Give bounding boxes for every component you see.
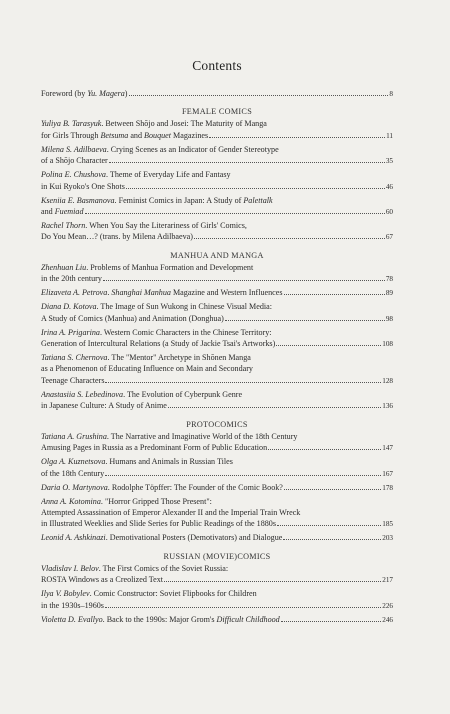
author-name: Milena S. Adilbaeva bbox=[41, 144, 107, 154]
dot-leader bbox=[281, 614, 382, 622]
page-number: 136 bbox=[382, 402, 393, 411]
title-text: . The First Comics of the Soviet Russia: bbox=[98, 563, 229, 573]
title-text: in Kui Ryoko's One Shots bbox=[41, 181, 125, 191]
page-number: 167 bbox=[382, 469, 393, 478]
toc-entry bbox=[41, 563, 393, 587]
dot-leader bbox=[164, 574, 381, 582]
toc-entry-text bbox=[41, 442, 267, 453]
author-name: Vladislav I. Belov bbox=[41, 563, 99, 573]
title-text: Fuemiad bbox=[54, 207, 84, 217]
title-text: of the 18th Century bbox=[41, 468, 105, 478]
toc-entry-last-line bbox=[41, 400, 393, 412]
page-number: 226 bbox=[382, 601, 393, 610]
toc-entry bbox=[41, 456, 393, 480]
page-number: 178 bbox=[382, 483, 393, 492]
dot-leader bbox=[277, 518, 381, 526]
toc-entry-last-line bbox=[41, 375, 393, 387]
toc-entry-text bbox=[41, 313, 224, 324]
title-text: Teenage Characters bbox=[41, 375, 105, 385]
toc-entry-text bbox=[41, 574, 163, 585]
toc-entry-line bbox=[41, 169, 393, 180]
toc-entry-line bbox=[41, 195, 393, 206]
page-number: 78 bbox=[385, 275, 393, 284]
toc-entry bbox=[41, 389, 393, 413]
toc-entry bbox=[41, 144, 393, 168]
title-text: . Feminist Comics in Japan: A Study of bbox=[114, 195, 244, 205]
title-text: Generation of Intercultural Relations (a Study of Jackie Tsai's Artworks) bbox=[41, 339, 276, 349]
toc-entry-last-line bbox=[41, 130, 393, 142]
author-name: Diana D. Kotova bbox=[41, 302, 97, 312]
toc-entry-line bbox=[41, 588, 393, 599]
toc-entry bbox=[41, 431, 393, 455]
dot-leader bbox=[105, 375, 381, 383]
toc-entry bbox=[41, 287, 393, 299]
toc-entry-text bbox=[41, 181, 125, 192]
title-text: . Western Comic Characters in the Chinese Territory: bbox=[99, 327, 272, 337]
title-text: in Japanese Culture: A Study of Anime bbox=[41, 401, 167, 411]
dot-leader bbox=[168, 400, 381, 408]
toc-entry-line bbox=[41, 389, 393, 400]
toc-entry-line bbox=[41, 262, 393, 273]
dot-leader bbox=[194, 231, 385, 239]
dot-leader bbox=[105, 600, 381, 608]
toc-entry bbox=[41, 169, 393, 193]
title-text: ROSTA Windows as a Creolized Text bbox=[41, 575, 164, 585]
toc-entry-last-line bbox=[41, 482, 393, 494]
dot-leader bbox=[283, 532, 381, 540]
section-heading: RUSSIAN (MOVIE)COMICS bbox=[163, 551, 271, 561]
toc-entry-text bbox=[41, 600, 104, 611]
title-text: Attempted Assassination of Emperor Alexander II and the Imperial Train Wreck bbox=[41, 507, 301, 517]
title-text: as a Phenomenon of Educating Influence on Main and Secondary bbox=[41, 364, 253, 374]
title-text: for Girls Through bbox=[41, 130, 101, 140]
page-number: 203 bbox=[382, 534, 393, 543]
toc-entry-text bbox=[41, 518, 276, 529]
toc-entry-last-line bbox=[41, 468, 393, 480]
toc-entry-last-line bbox=[41, 442, 393, 454]
toc-entry-line bbox=[41, 220, 393, 231]
toc-entry-line bbox=[41, 363, 393, 374]
title-text: and bbox=[128, 130, 145, 140]
title-text: . Problems of Manhua Formation and Development bbox=[86, 262, 254, 272]
title-text: . Comic Constructor: Soviet Flipbooks for Children bbox=[89, 589, 257, 599]
author-name: Daria O. Martynova bbox=[41, 482, 108, 492]
title-text: Do You Mean…? (trans. by Milena Adilbaeva) bbox=[41, 232, 193, 242]
title-text: Difficult Childhood bbox=[216, 614, 280, 624]
dot-leader bbox=[209, 130, 385, 138]
toc-entry-text bbox=[41, 130, 208, 141]
toc-entry-last-line bbox=[41, 338, 393, 350]
author-name: Tatiana S. Chernova bbox=[41, 353, 108, 363]
page-number: 8 bbox=[389, 90, 393, 98]
toc-entry-last-line bbox=[41, 600, 393, 612]
toc-entry-text bbox=[41, 338, 275, 349]
toc-entry bbox=[41, 220, 393, 244]
toc-entry-line bbox=[41, 144, 393, 155]
toc-entry-last-line bbox=[41, 231, 393, 243]
toc-entry-text bbox=[41, 614, 280, 625]
toc-entry bbox=[41, 588, 393, 612]
toc-entry bbox=[41, 532, 393, 544]
toc-entry-last-line bbox=[41, 273, 393, 285]
toc-entry bbox=[41, 327, 393, 351]
toc-entry bbox=[41, 195, 393, 219]
page-number: 147 bbox=[382, 444, 393, 453]
page-number: 35 bbox=[385, 157, 393, 166]
page-title: Contents bbox=[192, 58, 242, 73]
toc-entry-last-line bbox=[41, 181, 393, 193]
foreword-label: Foreword (by bbox=[41, 89, 88, 98]
toc-entry-text bbox=[41, 88, 128, 99]
dot-leader bbox=[129, 88, 389, 96]
toc-entry-text bbox=[41, 206, 84, 217]
title-text: in the 20th century bbox=[41, 274, 102, 284]
title-text: Palettalk bbox=[243, 195, 273, 205]
toc-entry-text bbox=[41, 231, 193, 242]
author-name: Violetta D. Evallyo bbox=[41, 614, 103, 624]
toc-entry-last-line bbox=[41, 206, 393, 218]
title-text: . "Horror Gripped Those Present": bbox=[100, 496, 212, 506]
toc-entry-line bbox=[41, 431, 393, 442]
page-number: 89 bbox=[385, 289, 393, 298]
toc-entry bbox=[41, 118, 393, 142]
author-name: Leonid A. Ashkinazi bbox=[41, 533, 106, 543]
author-name: Ilya V. Bobylev bbox=[41, 589, 90, 599]
toc-entry-last-line bbox=[41, 614, 393, 626]
toc-entry-line bbox=[41, 563, 393, 574]
title-text: . Theme of Everyday Life and Fantasy bbox=[105, 170, 231, 180]
toc-entry bbox=[41, 496, 393, 531]
section-heading: MANHUA AND MANGA bbox=[170, 250, 264, 260]
page-number: 46 bbox=[385, 182, 393, 191]
title-text: and bbox=[41, 207, 55, 217]
page-number: 246 bbox=[382, 615, 393, 624]
title-text: Bouquet bbox=[144, 130, 172, 140]
title-text: . The Image of Sun Wukong in Chinese Visual Media: bbox=[96, 302, 272, 312]
toc-entry-text bbox=[41, 482, 283, 493]
author-name: Rachel Thorn bbox=[41, 221, 86, 231]
toc-entry-last-line bbox=[41, 518, 393, 530]
toc-entry-foreword bbox=[41, 88, 393, 100]
dot-leader bbox=[276, 338, 381, 346]
author-name: Polina E. Chushova bbox=[41, 170, 106, 180]
toc-entry-line bbox=[41, 496, 393, 507]
toc-entry-last-line bbox=[41, 532, 393, 544]
toc-entry-text bbox=[41, 375, 104, 386]
title-text: . Back to the 1990s: Major Grom's bbox=[102, 614, 217, 624]
toc-entry-line bbox=[41, 118, 393, 129]
title-text: A Study of Comics (Manhua) and Animation (Donghua) bbox=[41, 313, 224, 323]
page-number: 11 bbox=[386, 131, 393, 140]
author-name: Yuliya B. Tarasyuk bbox=[41, 119, 102, 129]
title-text: . The Narrative and Imaginative World of the 18th Century bbox=[106, 431, 298, 441]
author-name: Elizaveta A. Petrova bbox=[41, 288, 108, 298]
section-heading: FEMALE COMICS bbox=[181, 107, 253, 117]
title-text: . Crying Scenes as an Indicator of Gender Stereotype bbox=[106, 144, 279, 154]
author-name: Tatiana A. Grushina bbox=[41, 431, 107, 441]
page-number: 185 bbox=[382, 520, 393, 529]
title-text: . The Evolution of Cyberpunk Genre bbox=[123, 389, 243, 399]
dot-leader bbox=[284, 482, 381, 490]
dot-leader bbox=[225, 313, 385, 321]
title-text: . bbox=[107, 288, 112, 298]
toc-entry bbox=[41, 301, 393, 325]
toc-entry-last-line bbox=[41, 287, 393, 299]
title-text: of a Shōjo Character bbox=[41, 156, 108, 166]
title-text: in the 1930s–1960s bbox=[41, 600, 104, 610]
toc-entry-line bbox=[41, 507, 393, 518]
dot-leader bbox=[109, 155, 385, 163]
toc-entry-text bbox=[41, 273, 102, 284]
title-text: Magazine and Western Influences bbox=[170, 288, 283, 298]
page-number: 108 bbox=[382, 340, 393, 349]
title-text: Shanghai Manhua bbox=[111, 288, 171, 298]
page-number: 67 bbox=[385, 233, 393, 242]
author-name: Olga A. Kuznetsova bbox=[41, 457, 106, 467]
title-text: Amusing Pages in Russia as a Predominant Form of Public Education bbox=[41, 443, 268, 453]
page-number: 217 bbox=[382, 576, 393, 585]
page-number: 128 bbox=[382, 376, 393, 385]
dot-leader bbox=[268, 442, 381, 450]
title-text: Magazines bbox=[171, 130, 209, 140]
title-text: . Rodolphe Töpffer: The Founder of the Comic Book? bbox=[107, 482, 283, 492]
toc-entry-line bbox=[41, 301, 393, 312]
title-text: . The "Mentor" Archetype in Shōnen Manga bbox=[107, 353, 251, 363]
toc-entry-last-line bbox=[41, 313, 393, 325]
dot-leader bbox=[85, 206, 385, 214]
toc-entry bbox=[41, 352, 393, 387]
toc-entry-text bbox=[41, 468, 104, 479]
title-text: Betsuma bbox=[100, 130, 129, 140]
title-text: . Demotivational Posters (Demotivators) and Dialogue bbox=[105, 533, 283, 543]
author-name: Kseniia E. Basmanova bbox=[41, 195, 115, 205]
toc-entry-last-line bbox=[41, 155, 393, 167]
title-text: in Illustrated Weeklies and Slide Series for Public Readings of the 1880s bbox=[41, 519, 276, 529]
author-name: Irina A. Prigarina bbox=[41, 327, 100, 337]
toc-entry-line bbox=[41, 352, 393, 363]
section-heading: PROTOCOMICS bbox=[186, 419, 248, 429]
toc-entry-last-line bbox=[41, 574, 393, 586]
toc-entry-text bbox=[41, 155, 108, 166]
dot-leader bbox=[103, 273, 385, 281]
toc-entry-line bbox=[41, 456, 393, 467]
toc-entry-line bbox=[41, 327, 393, 338]
toc-entry bbox=[41, 614, 393, 626]
toc-entry-text bbox=[41, 400, 167, 411]
author-name: Anastasiia S. Lebedinova bbox=[41, 389, 124, 399]
toc-entry-text bbox=[41, 287, 283, 298]
toc-sections bbox=[41, 107, 393, 626]
foreword-label-end: ) bbox=[124, 89, 128, 98]
dot-leader bbox=[284, 287, 385, 295]
title-text: . Between Shōjo and Josei: The Maturity of Manga bbox=[101, 119, 267, 129]
foreword-author: Yu. Magera bbox=[87, 89, 125, 98]
author-name: Zhenhuan Liu bbox=[41, 262, 87, 272]
toc-entry bbox=[41, 262, 393, 286]
title-text: . When You Say the Literariness of Girls' Comics, bbox=[85, 221, 247, 231]
toc-entry-text bbox=[41, 532, 282, 543]
toc-entry bbox=[41, 482, 393, 494]
page-number: 98 bbox=[385, 314, 393, 323]
toc-entry-last-line bbox=[41, 88, 393, 100]
page-number: 60 bbox=[385, 208, 393, 217]
dot-leader bbox=[126, 181, 385, 189]
author-name: Anna A. Kotomina bbox=[41, 496, 101, 506]
title-text: . Humans and Animals in Russian Tiles bbox=[105, 457, 233, 467]
dot-leader bbox=[105, 468, 381, 476]
